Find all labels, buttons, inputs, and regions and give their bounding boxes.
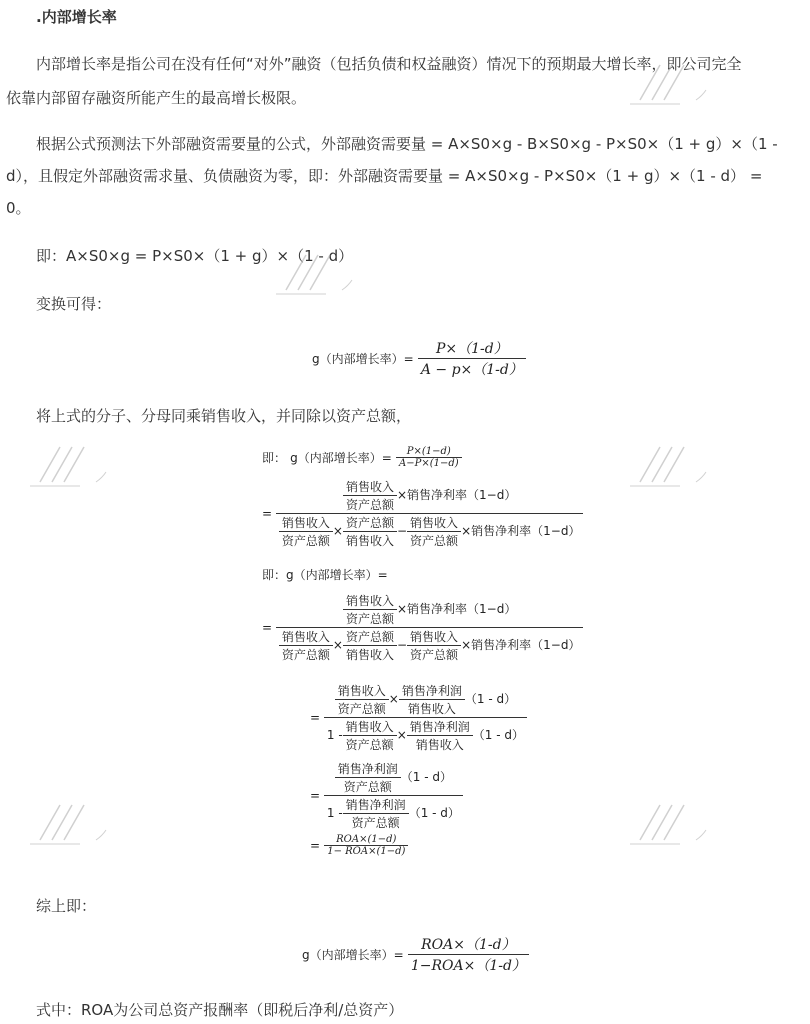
para-formula-line2: d），且假定外部融资需求量、负债融资为零，即：外部融资需要量 = A×S0×g - P×S0×（1 + g）×（1 - d） = — [6, 167, 763, 185]
para-equation: 即：A×S0×g = P×S0×（1 + g）×（1 - d） — [36, 247, 354, 265]
para-transform: 变换可得： — [36, 295, 112, 313]
formula-lhs: g（内部增长率）= — [312, 352, 414, 366]
formula-numerator: P×（1-d） — [418, 338, 526, 359]
para-definition-line1: 内部增长率是指公司在没有任何“对外”融资（包括负债和权益融资）情况下的预期最大增长率，即公司完全 — [36, 55, 742, 73]
watermark-mark — [630, 800, 720, 850]
formula-final: g（内部增长率）= $\frac{\text{ROA×（1-d）}}{\text{1−ROA×（1-d）}}$ — [302, 934, 529, 975]
watermark-mark — [630, 60, 720, 110]
watermark-mark — [630, 442, 720, 492]
para-definition-line2: 依靠内部留存融资所能产生的最高增长极限。 — [6, 89, 307, 107]
formula-final-numerator: ROA×（1-d） — [408, 934, 529, 955]
para-multiply: 将上式的分子、分母同乘销售收入，并同除以资产总额， — [36, 407, 412, 425]
para-summary: 综上即： — [36, 897, 97, 915]
formula-denominator: A − p×（1-d） — [420, 362, 523, 378]
para-formula-line3: 0。 — [6, 199, 31, 217]
derivation-step5-fraction: = $\frac{\text{ROA×(1−d)}}{\text{1− ROA×(1−d)}}$ — [310, 834, 408, 857]
formula-final-denominator: 1−ROA×（1-d） — [410, 958, 526, 974]
derivation-step1-header: 即： g（内部增长率）= $\frac{P\times(1-d)}{A-P\times(1-d)}$ — [262, 446, 462, 469]
section-title: .内部增长率 — [36, 8, 117, 26]
para-formula-line1: 根据公式预测法下外部融资需要量的公式，外部融资需要量 = A×S0×g - B×S0×g - P×S0×（1 + g）×（1 - — [36, 135, 778, 153]
derivation-step2-fraction: = $\frac{\text{销售收入}}{\text{资产总额}}$ ×销售净利率（1−d） $\frac{\text{销售收入}}{\text{资产总额}}$ × $\frac{\text{资产总额}}{\text{销售收入}}$ − $\frac{\text{销售收入}}{\text{资产总额}}$ ×销售净利率（1−d） — [262, 592, 583, 663]
watermark-mark — [276, 250, 366, 300]
para-roa-note: 式中：ROA为公司总资产报酬率（即税后净利/总资产） — [36, 1001, 404, 1019]
watermark-mark — [30, 442, 120, 492]
derivation-step3-fraction: = $\frac{\text{销售收入}}{\text{资产总额}}$ × $\frac{\text{销售净利润}}{\text{销售收入}}$ （1 - d） 1 - $\frac{\text{销售收入}}{\text{资产总额}}$ × $\frac{\text{销售净利润}}{\text{销售收入}}$ （1 - d） — [310, 682, 527, 753]
derivation-step4-fraction: = $\frac{\text{销售净利润}}{\text{资产总额}}$ （1 - d） 1 - $\frac{\text{销售净利润}}{\text{资产总额}}$ （1 - d） — [310, 760, 463, 831]
formula-growth-rate — [312, 338, 526, 379]
derivation-step1-fraction: = $\frac{\text{销售收入}}{\text{资产总额}}$ ×销售净利率（1−d） $\frac{\text{销售收入}}{\text{资产总额}}$ × $\frac{\text{资产总额}}{\text{销售收入}}$ − $\frac{\text{销售收入}}{\text{资产总额}}$ ×销售净利率（1−d） — [262, 478, 583, 549]
derivation-step2-header: 即：g（内部增长率）= — [262, 568, 388, 582]
watermark-mark — [30, 800, 120, 850]
